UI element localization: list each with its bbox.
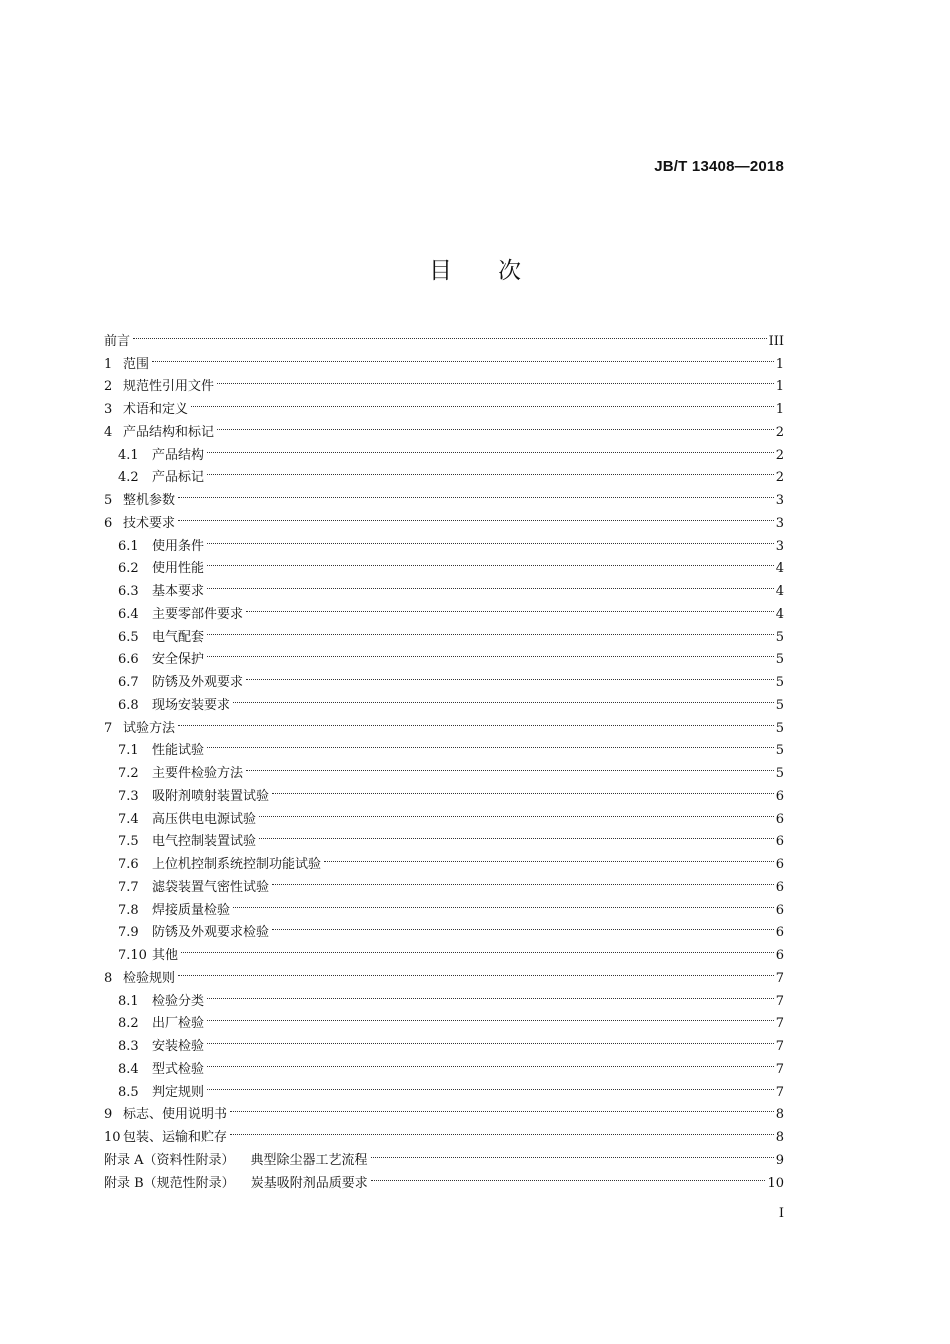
toc-entry-page: 4 [775,584,784,599]
toc-dot-leader [217,413,774,436]
toc-entry-number: 8.4 [118,1061,139,1077]
toc-entry-page: 4 [775,561,784,577]
toc-entry[interactable] [104,504,784,531]
toc-entry[interactable] [104,527,784,554]
toc-entry-label: 规范性引用文件 [123,379,215,395]
toc-entry-number: 7.1 [118,743,139,759]
toc-entry-page: 6 [775,834,784,850]
toc-entry[interactable] [104,550,784,577]
toc-entry-label: 焊接质量检验 [152,902,231,918]
toc-entry-page: 2 [775,424,784,440]
toc-dot-leader [259,800,774,823]
toc-entry-label: 型式检验 [152,1061,205,1077]
toc-entry-page: 5 [775,697,784,713]
toc-entry-number: 4.1 [118,447,139,463]
toc-entry-page: 6 [775,811,784,827]
page-number: I [778,1206,784,1221]
toc-entry-page: 5 [775,629,784,645]
toc-entry-number: 9 [104,1107,113,1123]
toc-dot-leader [371,1164,766,1187]
toc-entry-page: 7 [775,993,784,1009]
toc-entry-page: 7 [775,1084,784,1100]
toc-entry-page: 6 [775,788,784,804]
toc-entry[interactable] [104,732,784,759]
toc-entry-number: 7.5 [118,834,139,850]
toc-entry-page: 9 [775,1152,784,1168]
toc-dot-leader [207,1005,774,1028]
toc-entry-number: 6.5 [118,629,139,645]
toc-entry-label: 电气配套 [152,629,205,645]
toc-entry[interactable] [104,1073,784,1100]
toc-dot-leader [217,368,774,391]
toc-entry-page: 7 [775,1039,784,1054]
toc-entry-label: 检验规则 [123,970,176,986]
toc-entry-page: 5 [775,720,784,736]
toc-entry[interactable] [104,322,784,349]
toc-entry-number: 3 [104,402,113,417]
toc-entry-label: 使用性能 [152,561,205,577]
toc-dot-leader [259,823,774,846]
toc-entry-number: 5 [104,493,113,508]
toc-dot-leader [207,641,774,664]
toc-dot-leader [207,1027,774,1050]
toc-entry-page: 8 [775,1107,784,1123]
toc-dot-leader [207,436,774,459]
toc-entry-page: 6 [775,948,784,963]
toc-dot-leader [272,868,774,891]
toc-entry[interactable] [104,459,784,486]
toc-entry[interactable] [104,595,784,622]
toc-entry-number: 7.8 [118,902,139,918]
toc-entry[interactable] [104,663,784,690]
toc-entry-page: 8 [775,1130,784,1145]
toc-entry-number: 4 [104,424,113,440]
toc-entry-page: 7 [775,970,784,986]
toc-entry-label: 范围 [123,356,150,372]
toc-entry-label: 安全保护 [152,652,205,668]
toc-entry-page: 2 [775,470,784,486]
toc-entry-label: 滤袋装置气密性试验 [152,879,270,895]
toc-entry-number: 7 [104,720,113,736]
toc-dot-leader [178,481,774,504]
toc-entry-page: 1 [775,402,784,417]
toc-dot-leader [207,572,774,595]
toc-entry-page: 1 [775,379,784,395]
toc-entry-label: 术语和定义 [123,402,189,417]
toc-entry-number: 6 [104,515,113,531]
toc-entry[interactable] [104,413,784,440]
toc-entry-label: 现场安装要求 [152,697,231,713]
toc-entry-label: 性能试验 [152,743,205,759]
toc-entry-number: 8.5 [118,1084,139,1100]
toc-entry-label: 防锈及外观要求检验 [152,925,270,941]
toc-entry-label: 标志、使用说明书 [123,1107,228,1123]
toc-dot-leader [246,663,774,686]
toc-entry-page: 2 [775,447,784,463]
toc-dot-leader [233,891,774,914]
toc-entry-label: 防锈及外观要求 [152,675,244,690]
toc-entry-label: 主要件检验方法 [152,766,244,781]
toc-entry-page: 7 [775,1016,784,1032]
toc-entry-page: 5 [775,743,784,759]
toc-entry-number: 6.8 [118,697,139,713]
toc-entry-number: 1 [104,356,113,372]
toc-entry-number: 8.2 [118,1016,139,1032]
toc-entry-number: 8.1 [118,993,139,1009]
toc-dot-leader [233,686,774,709]
toc-entry-number: 6.3 [118,584,139,599]
toc-entry-number: 6.6 [118,652,139,668]
toc-entry-number: 7.10 [118,948,147,963]
toc-dot-leader [181,936,774,959]
toc-entry-label: 出厂检验 [152,1016,205,1032]
toc-entry-number: 6.7 [118,675,139,690]
toc-entry-label: 典型除尘器工艺流程 [250,1152,368,1168]
toc-entry-page: 1 [775,356,784,372]
toc-entry[interactable] [104,481,784,508]
toc-entry-label: 电气控制装置试验 [152,834,257,850]
toc-entry-label: 检验分类 [152,993,205,1009]
toc-entry-page: 6 [775,925,784,941]
toc-entry-label: 基本要求 [152,584,205,599]
toc-entry-label: 产品结构 [152,447,205,463]
toc-entry[interactable] [104,345,784,372]
toc-entry[interactable] [104,959,784,986]
toc-entry-number: 2 [104,379,113,395]
toc-entry[interactable] [104,754,784,781]
toc-entry-page: 5 [775,766,784,781]
toc-dot-leader [178,959,774,982]
toc-entry-label: 技术要求 [123,515,176,531]
toc-entry-label: 其他 [152,948,179,963]
toc-entry-page: 4 [775,606,784,622]
toc-entry-number: 7.4 [118,811,139,827]
toc-entry[interactable] [104,982,784,1009]
toc-entry[interactable] [104,1005,784,1032]
page-title: 目次 [429,258,567,284]
toc-dot-leader [246,754,774,777]
toc-entry-label: 整机参数 [123,493,176,508]
toc-entry[interactable] [104,1050,784,1077]
toc-entry-label: 主要零部件要求 [152,606,244,622]
toc-dot-leader [371,1141,774,1164]
toc-dot-leader [246,595,774,618]
toc-entry[interactable] [104,390,784,417]
toc-entry-page: III [768,333,784,349]
toc-entry-label: 使用条件 [152,538,205,554]
toc-entry-label: 产品结构和标记 [123,424,215,440]
toc-entry-label: 上位机控制系统控制功能试验 [152,857,322,872]
toc-dot-leader [207,732,774,755]
toc-dot-leader [207,459,774,482]
toc-entry-page: 6 [775,857,784,872]
toc-entry-number: 7.7 [118,879,139,895]
toc-dot-leader [272,914,774,937]
toc-entry-number: 8.3 [118,1039,139,1054]
toc-entry[interactable] [104,709,784,736]
toc-entry-number: 6.2 [118,561,139,577]
toc-dot-leader [178,709,774,732]
toc-entry-number: 6.4 [118,606,139,622]
toc-dot-leader [207,982,774,1005]
toc-entry-page: 10 [767,1175,784,1191]
toc-entry[interactable] [104,1096,784,1123]
toc-entry-number: 7.9 [118,925,139,941]
toc-entry-number: 8 [104,970,113,986]
toc-entry-number: 附录 B（规范性附录） [104,1175,235,1191]
toc-entry-label: 吸附剂喷射装置试验 [152,788,270,804]
toc-entry-page: 6 [775,902,784,918]
toc-entry-number: 7.2 [118,766,139,781]
document-code: JB/T 13408—2018 [654,158,784,175]
toc-entry-number: 10 [104,1130,121,1145]
toc-entry-page: 7 [775,1061,784,1077]
toc-entry[interactable] [104,641,784,668]
toc-entry-label: 安装检验 [152,1039,205,1054]
toc-entry-page: 3 [775,538,784,554]
table-of-contents [104,322,784,1191]
toc-entry-label: 试验方法 [123,720,176,736]
toc-dot-leader [191,390,774,413]
toc-entry[interactable] [104,1027,784,1054]
toc-entry[interactable] [104,572,784,599]
toc-dot-leader [207,618,774,641]
toc-entry-label: 产品标记 [152,470,205,486]
toc-entry-label: 前言 [104,333,131,349]
toc-entry-number: 附录 A（资料性附录） [104,1152,235,1168]
toc-entry[interactable] [104,368,784,395]
toc-entry-page: 3 [775,493,784,508]
toc-dot-leader [207,550,774,573]
toc-entry-label: 炭基吸附剂品质要求 [250,1175,368,1191]
toc-entry-number: 7.3 [118,788,139,804]
toc-entry-page: 5 [775,675,784,690]
toc-dot-leader [207,1073,774,1096]
toc-entry-page: 5 [775,652,784,668]
toc-entry-label: 判定规则 [152,1084,205,1100]
toc-entry-number: 4.2 [118,470,139,486]
toc-dot-leader [152,345,774,368]
toc-dot-leader [272,777,774,800]
toc-dot-leader [324,845,774,868]
toc-entry-label: 包装、运输和贮存 [123,1130,228,1145]
toc-dot-leader [230,1096,774,1119]
toc-dot-leader [133,322,767,345]
toc-entry-label: 高压供电电源试验 [152,811,257,827]
toc-entry-number: 7.6 [118,857,139,872]
toc-dot-leader [230,1118,774,1141]
toc-entry[interactable] [104,936,784,963]
toc-dot-leader [207,1050,774,1073]
toc-entry-number: 6.1 [118,538,139,554]
toc-entry-page: 6 [775,879,784,895]
toc-dot-leader [178,504,774,527]
toc-entry-page: 3 [775,515,784,531]
toc-dot-leader [207,527,774,550]
